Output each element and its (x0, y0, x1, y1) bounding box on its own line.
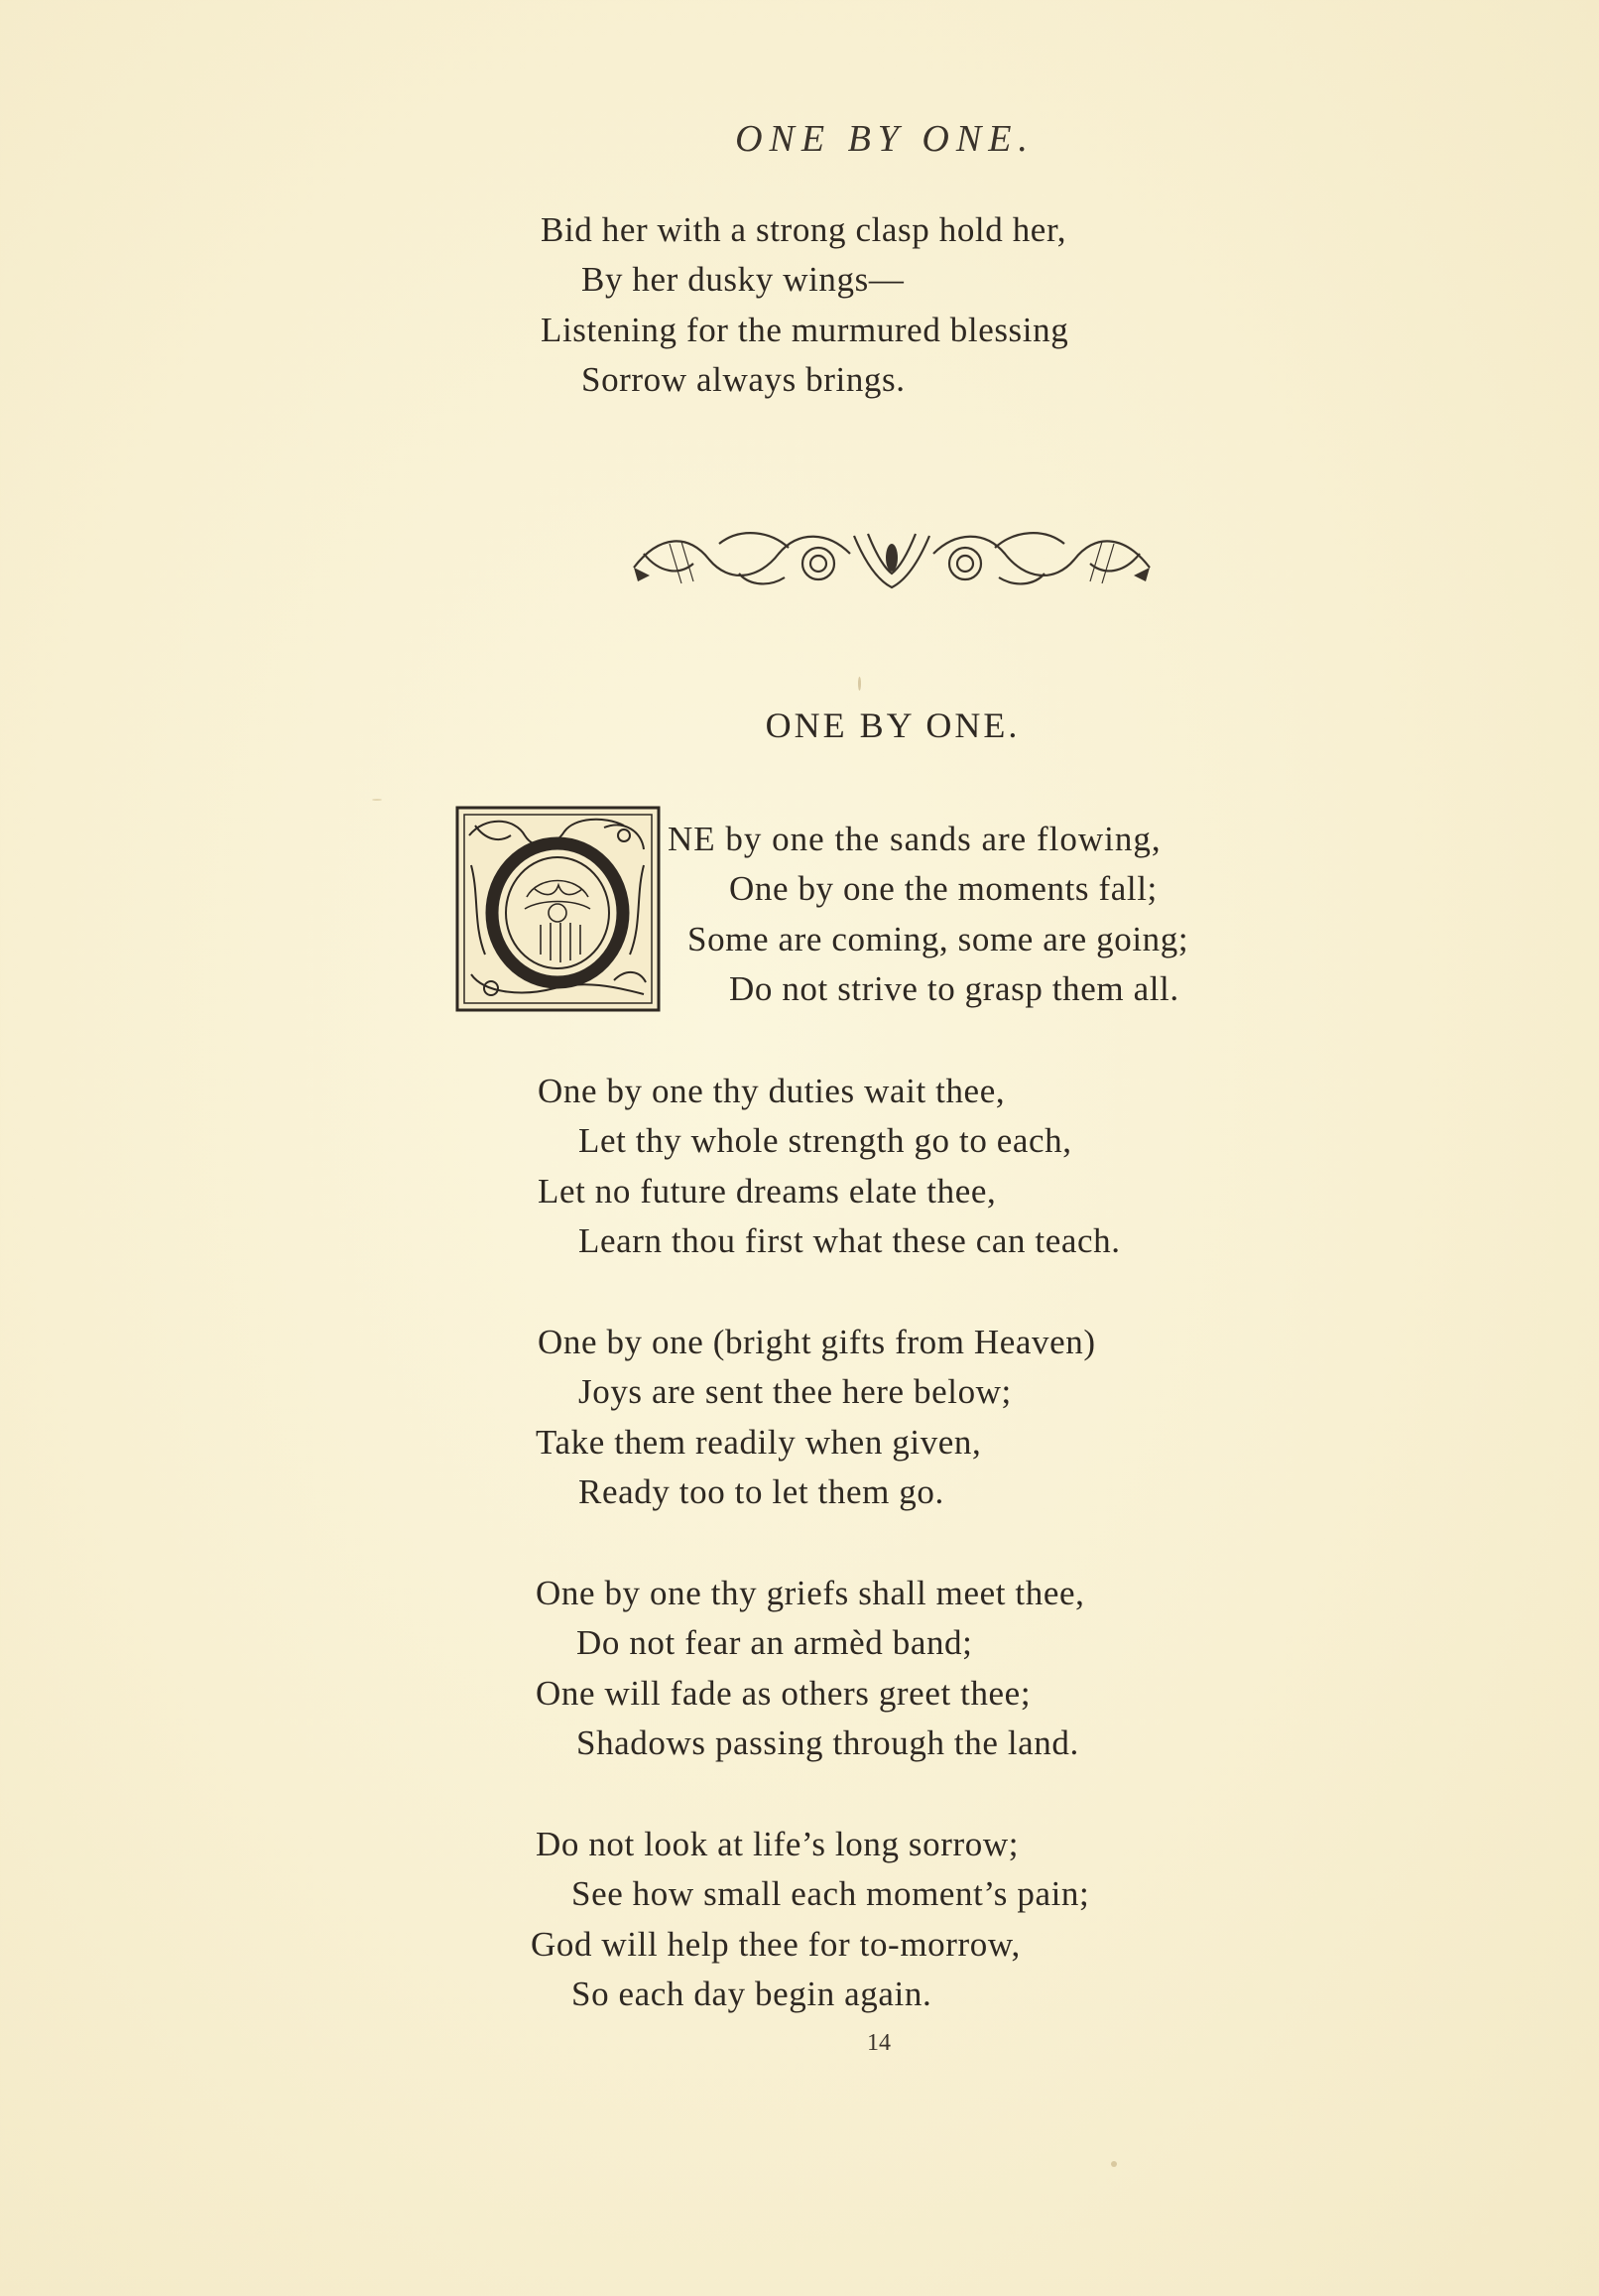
verse-line: By her dusky wings— (581, 260, 905, 299)
poem-title: ONE BY ONE. (765, 705, 1021, 745)
running-head: ONE BY ONE. (735, 118, 1035, 160)
verse-line: One by one thy duties wait thee, (538, 1072, 1006, 1110)
paper-speck (858, 677, 861, 691)
floral-scroll-ornament-icon (630, 524, 1154, 593)
verse-line: Let no future dreams elate thee, (538, 1172, 997, 1211)
verse-line: Joys are sent thee here below; (578, 1372, 1012, 1411)
verse-line: Do not strive to grasp them all. (729, 969, 1179, 1008)
verse-line: One by one (bright gifts from Heaven) (538, 1323, 1096, 1361)
verse-line: God will help thee for to-morrow, (531, 1925, 1021, 1964)
verse-line: Some are coming, some are going; (687, 920, 1189, 958)
verse-line: One by one thy griefs shall meet thee, (536, 1574, 1085, 1612)
verse-line: Bid her with a strong clasp hold her, (541, 210, 1067, 249)
verse-line: One will fade as others greet thee; (536, 1674, 1032, 1713)
verse-line: Do not look at life’s long sorrow; (536, 1825, 1020, 1863)
verse-line: Ready too to let them go. (578, 1472, 944, 1511)
verse-line: Sorrow always brings. (581, 360, 906, 399)
verse-line: One by one the moments fall; (729, 869, 1158, 908)
verse-line: So each day begin again. (571, 1975, 932, 2013)
paper-speck (372, 799, 382, 801)
verse-line: Listening for the murmured blessing (541, 311, 1069, 349)
page-number: 14 (867, 2030, 891, 2056)
verse-line: Shadows passing through the land. (576, 1723, 1079, 1762)
paper-speck (1111, 2161, 1117, 2167)
verse-line: Learn thou first what these can teach. (578, 1221, 1121, 1260)
illuminated-initial-o-icon (455, 806, 661, 1012)
verse-line: Take them readily when given, (536, 1423, 982, 1462)
verse-line: Do not fear an armèd band; (576, 1623, 973, 1662)
verse-line: NE by one the sands are flowing, (668, 820, 1162, 858)
verse-line: See how small each moment’s pain; (571, 1874, 1090, 1913)
verse-line: Let thy whole strength go to each, (578, 1121, 1072, 1160)
